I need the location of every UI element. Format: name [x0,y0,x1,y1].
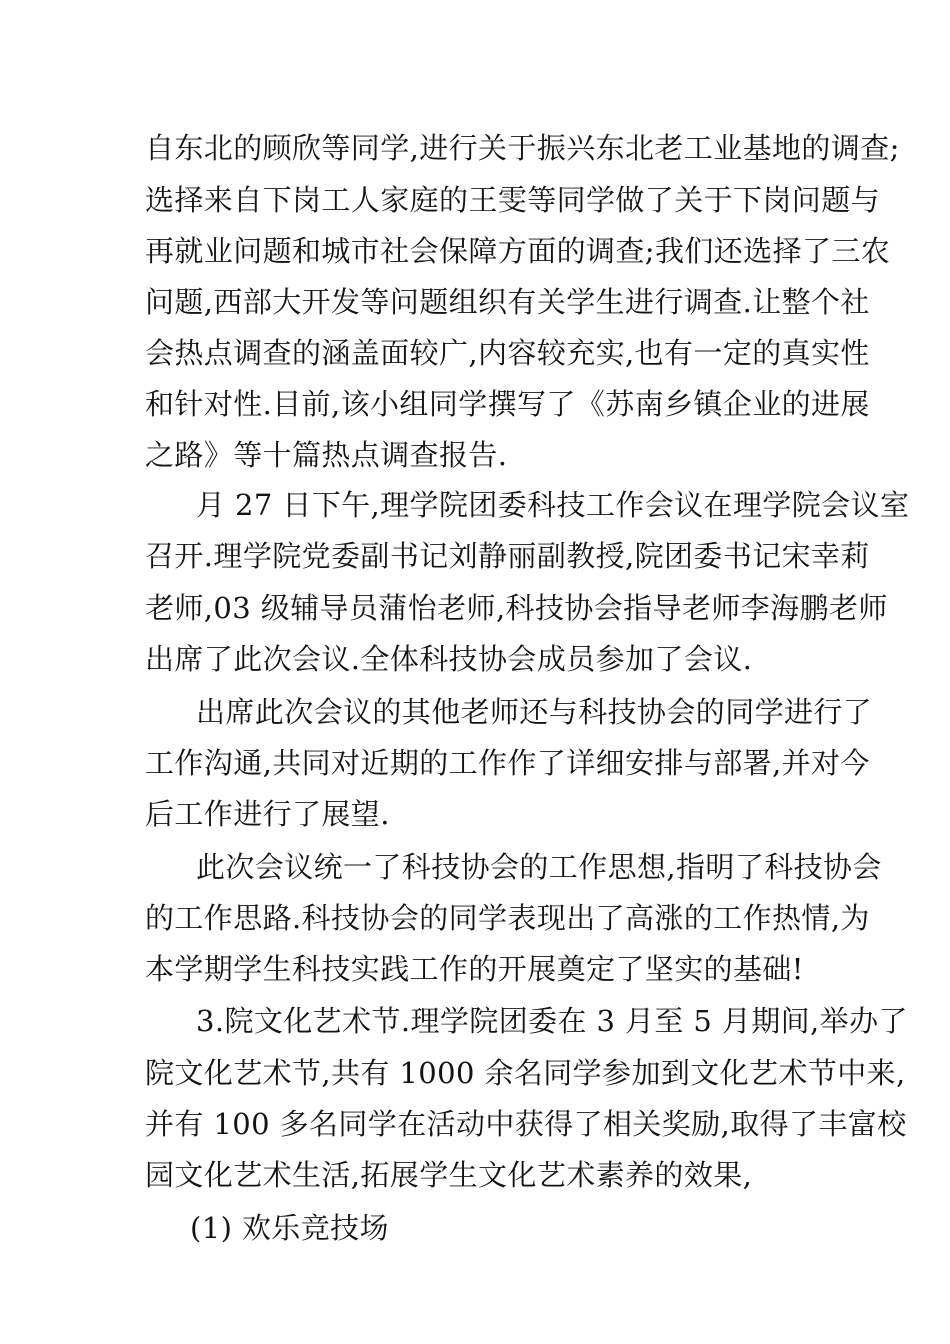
paragraph-1-line-7: 之路》等十篇热点调查报告. [145,438,508,472]
paragraph-1-line-3: 再就业问题和城市社会保障方面的调查;我们还选择了三农 [145,234,891,268]
paragraph-1-line-6: 和针对性.目前,该小组同学撰写了《苏南乡镇企业的进展 [145,387,870,421]
paragraph-5-line-2: 院文化艺术节,共有 1000 余名同学参加到文化艺术节中来, [145,1056,906,1090]
section-item-heading: (1) 欢乐竞技场 [190,1211,389,1245]
paragraph-2-line-4: 出席了此次会议.全体科技协会成员参加了会议. [145,642,753,676]
paragraph-5-line-4: 园文化艺术生活,拓展学生文化艺术素养的效果, [145,1158,753,1192]
paragraph-3-line-3: 后工作进行了展望. [145,797,390,831]
paragraph-2-line-2: 召开.理学院党委副书记刘静丽副教授,院团委书记宋幸莉 [145,539,870,573]
paragraph-5-line-3: 并有 100 多名同学在活动中获得了相关奖励,取得了丰富校 [145,1107,907,1141]
paragraph-4-line-3: 本学期学生科技实践工作的开展奠定了坚实的基础! [145,952,804,986]
paragraph-4-line-1: 此次会议统一了科技协会的工作思想,指明了科技协会 [196,850,882,884]
paragraph-2-line-3: 老师,03 级辅导员蒲怡老师,科技协会指导老师李海鹏老师 [145,591,888,625]
paragraph-1-line-5: 会热点调查的涵盖面较广,内容较充实,也有一定的真实性 [145,336,870,370]
paragraph-1-line-2: 选择来自下岗工人家庭的王雯等同学做了关于下岗问题与 [145,183,881,217]
paragraph-5-line-1: 3.院文化艺术节.理学院团委在 3 月至 5 月期间,举办了 [196,1004,908,1038]
paragraph-1-line-1: 自东北的顾欣等同学,进行关于振兴东北老工业基地的调查; [145,131,900,165]
paragraph-1-line-4: 问题,西部大开发等问题组织有关学生进行调查.让整个社 [145,285,870,319]
paragraph-4-line-2: 的工作思路.科技协会的同学表现出了高涨的工作热情,为 [145,901,870,935]
paragraph-2-line-1: 月 27 日下午,理学院团委科技工作会议在理学院会议室 [196,488,910,522]
paragraph-3-line-2: 工作沟通,共同对近期的工作作了详细安排与部署,并对今 [145,746,870,780]
paragraph-3-line-1: 出席此次会议的其他老师还与科技协会的同学进行了 [196,695,873,729]
